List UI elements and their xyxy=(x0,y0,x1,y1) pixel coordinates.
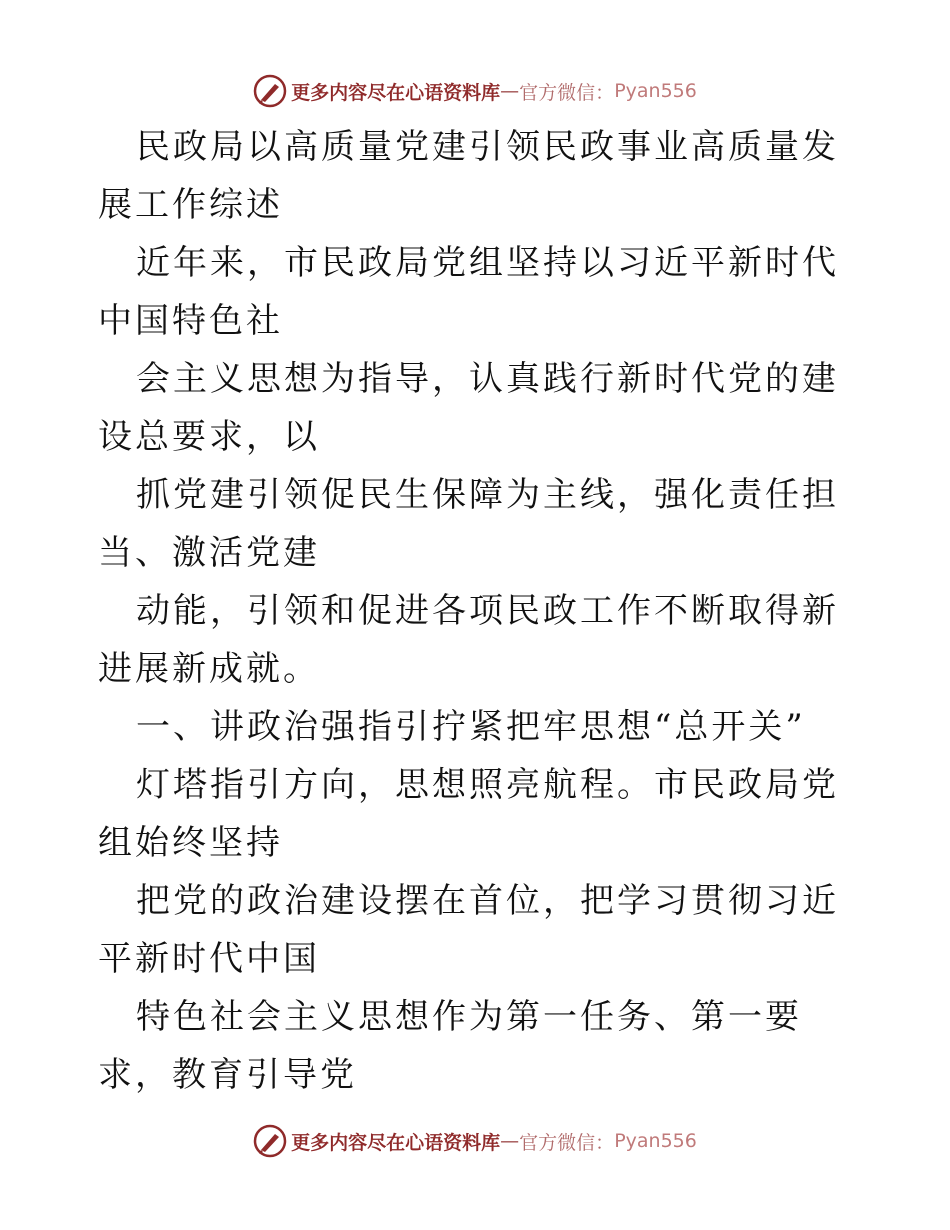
banner-dash: — xyxy=(500,80,520,102)
banner-sub-text: 官方微信： xyxy=(519,1131,615,1154)
paragraph: 会主义思想为指导，认真践行新时代党的建设总要求，以 xyxy=(98,359,839,457)
paragraph: 把党的政治建设摆在首位，把学习贯彻习近平新时代中国 xyxy=(98,881,839,979)
paragraph: 灯塔指引方向，思想照亮航程。市民政局党组始终坚持 xyxy=(98,765,839,863)
banner-main-text: 更多内容尽在心语资料库 xyxy=(291,1131,501,1154)
header-banner xyxy=(0,71,950,111)
paragraph-title: 民政局以高质量党建引领民政事业高质量发展工作综述 xyxy=(98,127,839,225)
paragraph: 近年来，市民政局党组坚持以习近平新时代中国特色社 xyxy=(98,243,839,341)
banner-wechat-id: Pyan556 xyxy=(614,80,697,102)
pen-logo-icon xyxy=(253,74,287,108)
banner-sub-text: 官方微信： xyxy=(519,81,615,104)
pen-logo-icon xyxy=(253,1124,287,1158)
document-body xyxy=(98,118,858,1104)
section-heading: 一、讲政治强指引拧紧把牢思想“总开关” xyxy=(136,707,806,747)
paragraph: 动能，引领和促进各项民政工作不断取得新进展新成就。 xyxy=(98,591,839,689)
banner-dash: — xyxy=(500,1130,520,1152)
paragraph: 抓党建引领促民生保障为主线，强化责任担当、激活党建 xyxy=(98,475,839,573)
paragraph: 特色社会主义思想作为第一任务、第一要求，教育引导党 xyxy=(98,997,802,1095)
banner-main-text: 更多内容尽在心语资料库 xyxy=(291,81,501,104)
banner-wechat-id: Pyan556 xyxy=(614,1130,697,1152)
footer-banner xyxy=(0,1121,950,1161)
